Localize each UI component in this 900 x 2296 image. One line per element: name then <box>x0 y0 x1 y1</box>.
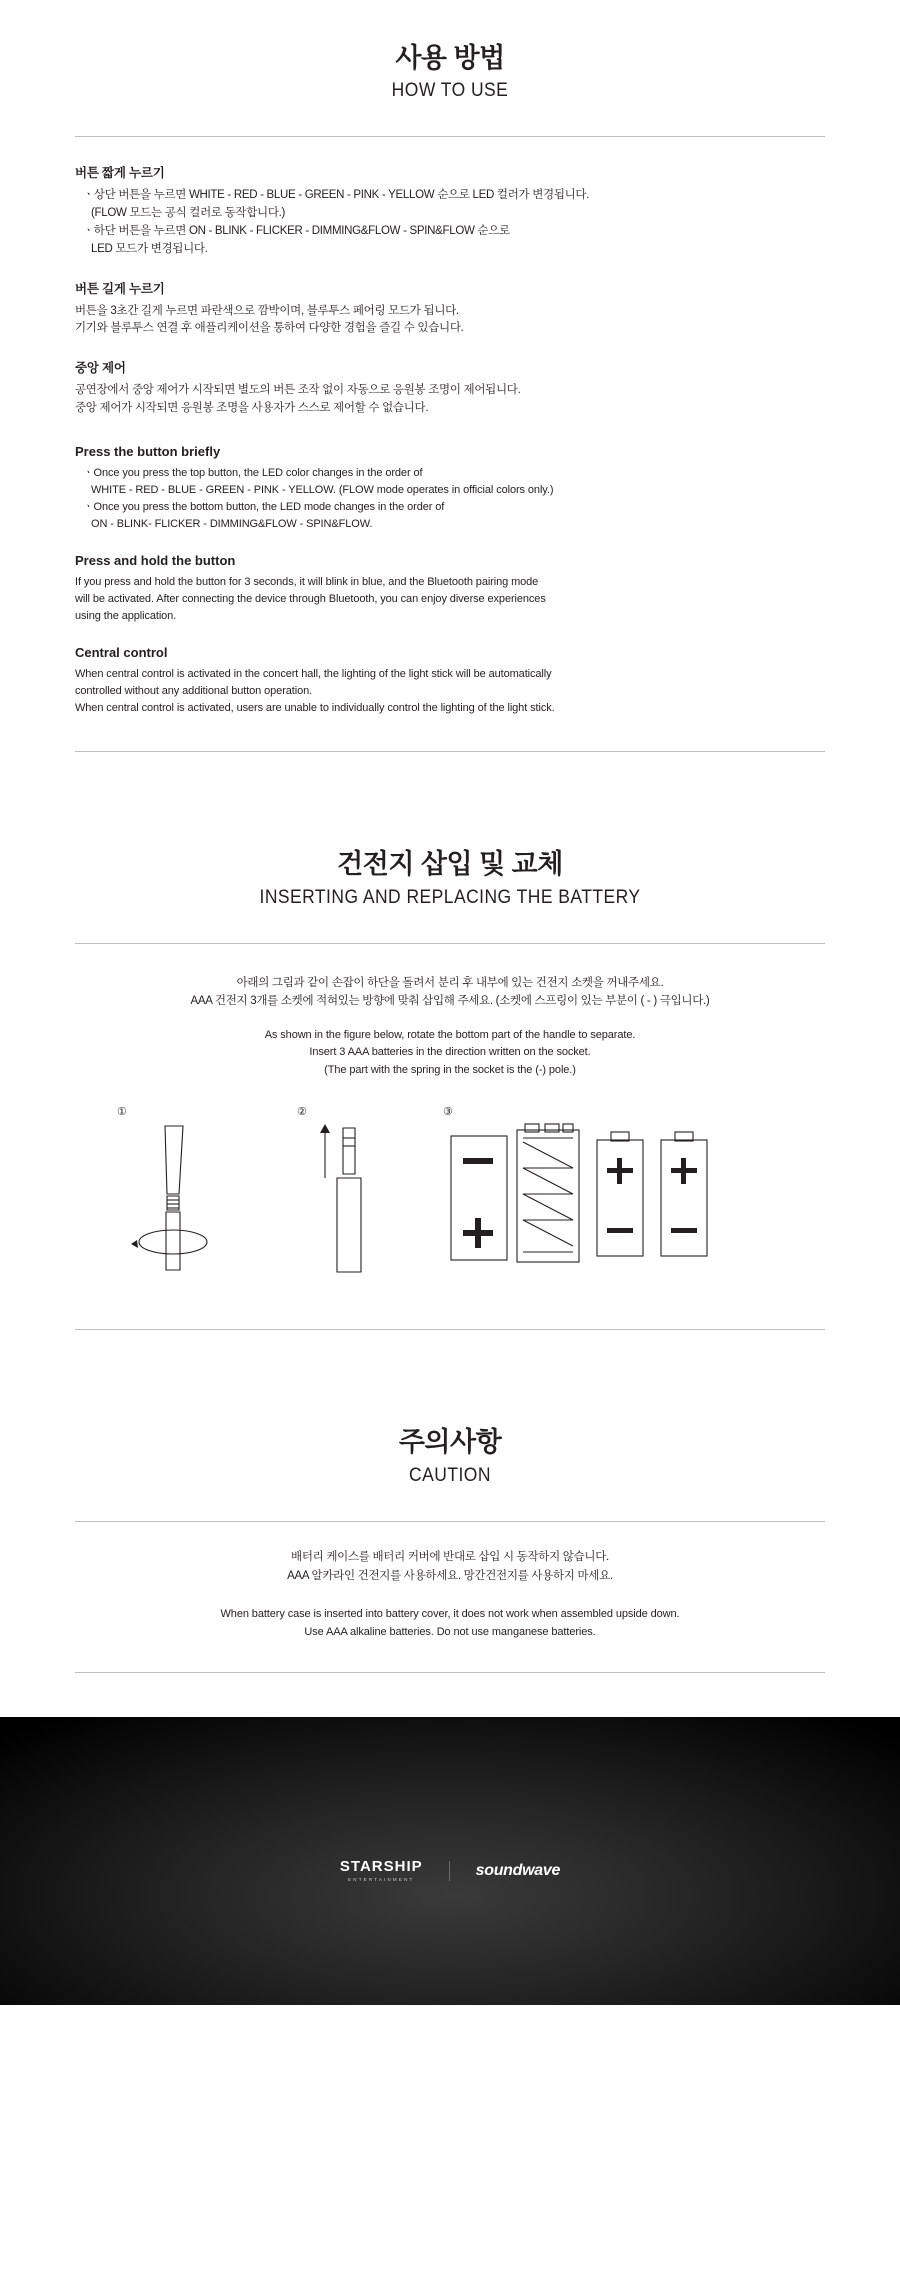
soundwave-logo-text: soundwave <box>475 1861 561 1879</box>
step-number: ② <box>297 1106 307 1119</box>
battery-text-line: (The part with the spring in the socket is the (-) pole.) <box>324 1063 576 1076</box>
footer-logos <box>0 1859 900 1882</box>
spacer <box>75 1011 825 1027</box>
battery-insertion-illustration <box>443 1122 743 1287</box>
figure-step-3 <box>443 1105 743 1287</box>
how-to-use-heading <box>0 42 900 102</box>
how-to-use-title-en: HOW TO USE <box>391 80 509 102</box>
divider-bottom-caution <box>75 1672 825 1673</box>
block-line: LED 모드가 변경됩니다. <box>91 242 208 255</box>
section-battery <box>0 752 900 1330</box>
caution-text-line: 배터리 케이스를 배터리 커버에 반대로 삽입 시 동작하지 않습니다. <box>291 1550 609 1563</box>
howto-block-long-press-en <box>75 553 825 625</box>
block-line: WHITE - RED - BLUE - GREEN - PINK - YELLOW. (FLOW mode operates in official colors only.) <box>91 483 554 496</box>
block-line: 기기와 블루투스 연결 후 애플리케이션을 통하여 다양한 경험을 즐길 수 있습니다. <box>75 322 464 335</box>
howto-block-central-control-kr <box>75 358 825 418</box>
howto-block-short-press-en <box>75 444 825 533</box>
block-line: ㆍ상단 버튼을 누르면 WHITE - RED - BLUE - GREEN - PINK - YELLOW 순으로 LED 컬러가 변경됩니다. <box>83 189 590 202</box>
block-line: 버튼을 3초간 길게 누르면 파란색으로 깜박이며, 블루투스 페어링 모드가 됩니다. <box>75 304 459 317</box>
spacer <box>75 1587 825 1605</box>
caution-title-kr: 주의사항 <box>398 1427 502 1458</box>
how-to-use-body <box>75 137 825 751</box>
block-title: 중앙 제어 <box>75 361 126 376</box>
block-line: using the application. <box>75 610 177 623</box>
section-how-to-use <box>0 0 900 752</box>
howto-block-long-press-kr <box>75 279 825 339</box>
battery-text-line: 아래의 그림과 같이 손잡이 하단을 돌려서 분리 후 내부에 있는 건전지 소켓을 꺼내주세요. <box>236 976 664 989</box>
battery-heading <box>0 848 900 908</box>
block-line: ㆍ하단 버튼을 누르면 ON - BLINK - FLICKER - DIMMING&FLOW - SPIN&FLOW 순으로 <box>83 225 510 238</box>
battery-socket-pullout-illustration <box>297 1122 417 1287</box>
step-number: ① <box>117 1106 127 1119</box>
block-title: Press the button briefly <box>75 443 221 459</box>
figure-step-1 <box>117 1105 267 1287</box>
block-title: Press and hold the button <box>75 553 236 569</box>
footer-brand-bar <box>0 1717 900 2005</box>
block-line: 중앙 제어가 시작되면 응원봉 조명을 사용자가 스스로 제어할 수 없습니다. <box>75 402 429 415</box>
battery-text-line: Insert 3 AAA batteries in the direction written on the socket. <box>309 1046 591 1059</box>
block-title: Central control <box>75 645 168 661</box>
block-line: ㆍOnce you press the top button, the LED color changes in the order of <box>83 466 423 479</box>
block-line: ON - BLINK- FLICKER - DIMMING&FLOW - SPIN&FLOW. <box>91 518 373 531</box>
step-number: ③ <box>443 1106 453 1119</box>
figure-step-2 <box>297 1105 417 1287</box>
howto-block-short-press-kr <box>75 163 825 258</box>
caution-body <box>75 1522 825 1672</box>
caution-text-line: Use AAA alkaline batteries. Do not use manganese batteries. <box>304 1626 596 1639</box>
caution-text-line: When battery case is inserted into battery cover, it does not work when assembled upside down. <box>220 1607 680 1620</box>
caution-heading <box>0 1426 900 1486</box>
block-line: (FLOW 모드는 공식 컬러로 동작합니다.) <box>91 207 286 220</box>
block-title: 버튼 길게 누르기 <box>75 281 165 296</box>
starship-logo-text: STARSHIP <box>339 1858 423 1876</box>
light-stick-rotate-illustration <box>117 1122 267 1287</box>
battery-figure <box>75 1105 825 1295</box>
block-line: will be activated. After connecting the device through Bluetooth, you can enjoy diverse experiences <box>75 593 546 606</box>
block-title: 버튼 짧게 누르기 <box>75 166 165 181</box>
battery-body <box>75 944 825 1330</box>
battery-title-en: INSERTING AND REPLACING THE BATTERY <box>259 886 641 908</box>
battery-text-line: AAA 건전지 3개를 소켓에 적혀있는 방향에 맞춰 삽입해 주세요. (소켓에 스프링이 있는 부분이 ( - ) 극입니다.) <box>190 995 710 1008</box>
block-line: If you press and hold the button for 3 seconds, it will blink in blue, and the Bluetooth pairing mode <box>75 576 539 589</box>
battery-text-line: As shown in the figure below, rotate the bottom part of the handle to separate. <box>264 1028 636 1041</box>
block-line: controlled without any additional button operation. <box>75 685 313 698</box>
caution-title-en: CAUTION <box>409 1464 491 1486</box>
howto-block-central-control-en <box>75 645 825 717</box>
block-line: ㆍOnce you press the bottom button, the LED mode changes in the order of <box>83 500 445 513</box>
section-caution <box>0 1330 900 1673</box>
block-line: 공연장에서 중앙 제어가 시작되면 별도의 버튼 조작 없이 자동으로 응원봉 조명이 제어됩니다. <box>75 384 521 397</box>
how-to-use-title-kr: 사용 방법 <box>395 43 505 73</box>
caution-text-line: AAA 알카라인 건전지를 사용하세요. 망간건전지를 사용하지 마세요. <box>287 1570 613 1583</box>
block-line: When central control is activated in the concert hall, the lighting of the light stick will be automatically <box>75 668 552 681</box>
battery-title-kr: 건전지 삽입 및 교체 <box>337 849 563 880</box>
logo-divider <box>449 1861 450 1881</box>
block-line: When central control is activated, users are unable to individually control the lighting of the light stick. <box>75 702 555 715</box>
starship-logo <box>340 1859 423 1882</box>
starship-logo-subtext: ENTERTAINMENT <box>348 1877 415 1883</box>
